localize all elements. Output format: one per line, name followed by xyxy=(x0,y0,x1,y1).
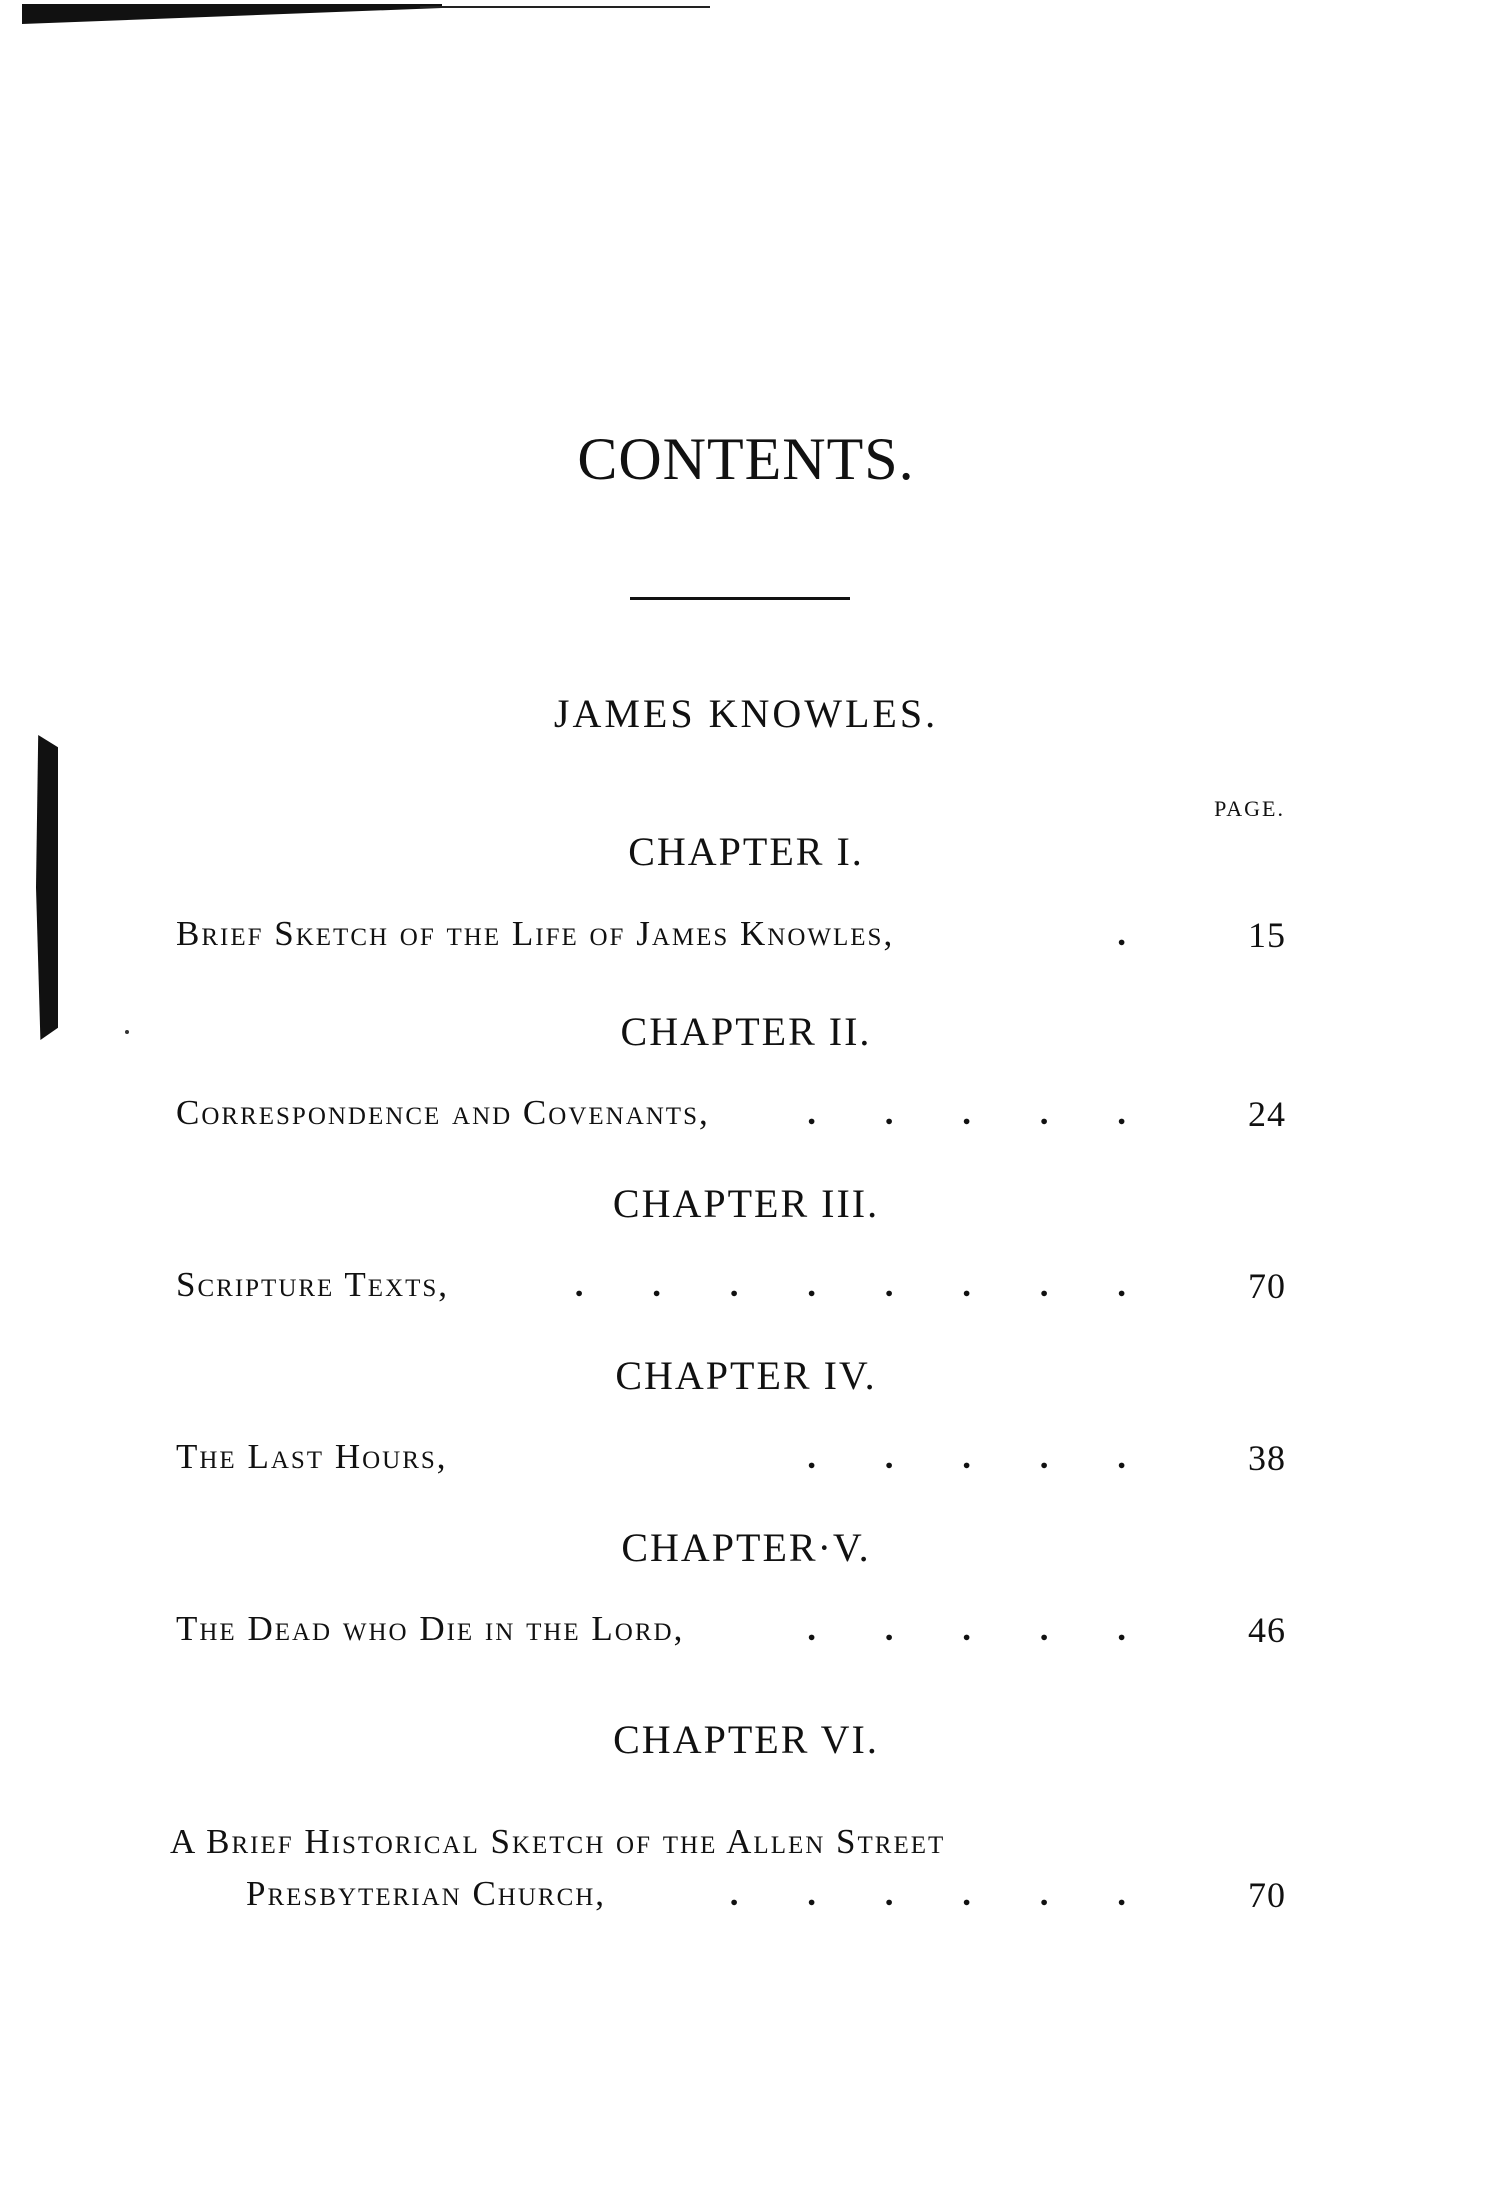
title-rule xyxy=(630,597,850,600)
dot-leader: . . . . . xyxy=(807,1609,1156,1648)
dot-leader: . xyxy=(1117,914,1156,953)
toc-entry[interactable] xyxy=(176,914,1286,968)
scan-binding-mark xyxy=(36,735,58,1040)
toc-entry[interactable] xyxy=(176,1093,1286,1147)
chapter-heading: CHAPTER IV. xyxy=(615,1353,877,1398)
toc-page-number: 70 xyxy=(1248,1266,1286,1306)
toc-page-number: 46 xyxy=(1248,1610,1286,1650)
dot-leader: . . . . . xyxy=(807,1437,1156,1476)
page-title: CONTENTS. xyxy=(577,426,915,492)
toc-page-number: 70 xyxy=(1248,1875,1286,1915)
chapter-heading: CHAPTER VI. xyxy=(613,1717,879,1762)
toc-entry-title: The Last Hours, xyxy=(176,1437,448,1476)
toc-page-number: 38 xyxy=(1248,1438,1286,1478)
toc-entry-title: Brief Sketch of the Life of James Knowles, xyxy=(176,914,895,953)
dot-leader: . . . . . . xyxy=(729,1874,1156,1913)
page-column-header: PAGE. xyxy=(1214,796,1285,821)
toc-entry[interactable] xyxy=(176,1874,1286,1928)
toc-entry-title: The Dead who Die in the Lord, xyxy=(176,1609,685,1648)
part-title: JAMES KNOWLES. xyxy=(553,691,939,736)
toc-entry-title: Presbyterian Church, xyxy=(246,1874,607,1913)
toc-entry-title: Correspondence and Covenants, xyxy=(176,1093,710,1132)
scan-edge-mark xyxy=(22,4,442,24)
toc-page-number: 15 xyxy=(1248,915,1286,955)
dot-leader: . . . . . . . . xyxy=(574,1265,1156,1304)
toc-entry-title-line1: A Brief Historical Sketch of the Allen Street xyxy=(170,1822,946,1861)
toc-page-number: 24 xyxy=(1248,1094,1286,1134)
dot-leader: . . . . . xyxy=(807,1093,1156,1132)
toc-entry[interactable] xyxy=(176,1437,1286,1491)
chapter-heading: CHAPTER I. xyxy=(628,829,864,874)
chapter-heading: CHAPTER·V. xyxy=(621,1525,871,1570)
chapter-heading: CHAPTER II. xyxy=(620,1009,872,1054)
scan-edge-line xyxy=(420,6,710,8)
toc-entry[interactable] xyxy=(176,1609,1286,1663)
toc-entry-title: Scripture Texts, xyxy=(176,1265,450,1304)
chapter-heading: CHAPTER III. xyxy=(612,1181,880,1226)
toc-entry[interactable] xyxy=(176,1265,1286,1319)
